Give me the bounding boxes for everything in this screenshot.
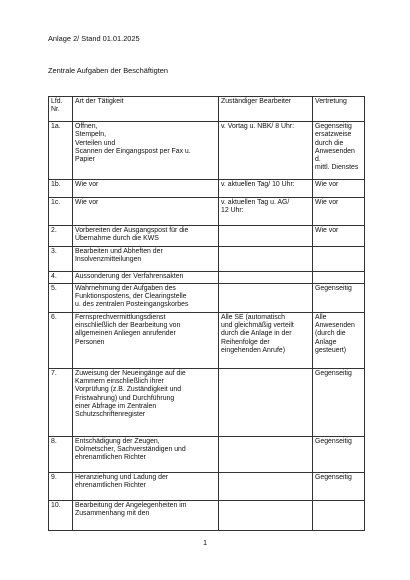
- cell-nr: 1c.: [49, 198, 73, 226]
- cell-vertretung: [313, 283, 365, 312]
- table-row: [49, 271, 365, 283]
- cell-line: Kammern einschließlich ihrer: [75, 378, 164, 386]
- cell-line: Bearbeiten und Abheften der: [75, 247, 163, 255]
- cell-line: Fernsprechvermittlungsdienst: [75, 313, 166, 321]
- cell-line: Verteilen und: [75, 139, 116, 147]
- cell-line: Vorbereiten der Ausgangspost für die: [75, 227, 189, 234]
- cell-vertretung: [313, 246, 365, 271]
- cell-vertretung: [313, 500, 365, 530]
- cell-line: Anwesenden d.: [315, 147, 355, 164]
- header-taetigkeit: Art der Tätigkeit: [73, 97, 219, 122]
- cell-nr: 6.: [49, 312, 73, 368]
- cell-nr: 7.: [49, 368, 73, 436]
- cell-taetigkeit: [73, 472, 219, 500]
- cell-line: v. aktuellen Tag u. AG/: [221, 199, 290, 206]
- cell-line: Wie vor: [315, 199, 339, 206]
- cell-bearbeiter: [219, 312, 313, 368]
- header-lfd-nr: Lfd. Nr.: [49, 97, 73, 122]
- cell-bearbeiter: [219, 283, 313, 312]
- cell-taetigkeit: [73, 436, 219, 472]
- cell-bearbeiter: [219, 226, 313, 247]
- table-row: [49, 368, 365, 436]
- cell-line: und gleichmäßig verteilt: [221, 322, 294, 330]
- cell-line: Papier: [75, 156, 95, 164]
- cell-nr: 4.: [49, 271, 73, 283]
- cell-line: Zusammenhang mit den: [75, 510, 150, 518]
- cell-line: allgemeinen Anliegen anrufender: [75, 330, 176, 338]
- cell-line: Alle SE (automatisch: [221, 313, 285, 321]
- cell-line: Heranziehung und Ladung der: [75, 473, 169, 481]
- cell-vertretung: [313, 368, 365, 436]
- cell-line: ersatzweise: [315, 131, 352, 139]
- header-vertretung: Vertretung: [313, 97, 365, 122]
- table-header-row: [49, 97, 365, 122]
- table-row: [49, 283, 365, 312]
- cell-line: (durch die: [315, 330, 346, 338]
- cell-bearbeiter: [219, 368, 313, 436]
- table-row: [49, 312, 365, 368]
- table-row: [49, 226, 365, 247]
- cell-bearbeiter: [219, 436, 313, 472]
- cell-taetigkeit: [73, 283, 219, 312]
- cell-nr: 9.: [49, 472, 73, 500]
- cell-line: ehrenamtlichen Richter: [75, 454, 146, 462]
- cell-line: Gegenseitig: [315, 369, 352, 377]
- cell-line: Gegenseitig: [315, 284, 352, 292]
- cell-taetigkeit: [73, 198, 219, 226]
- cell-line: u. des zentralen Posteingangskorbes: [75, 301, 189, 309]
- cell-line: Wie vor: [75, 181, 99, 188]
- cell-line: Anlage: [315, 338, 337, 346]
- cell-line: 12 Uhr:: [221, 207, 244, 215]
- cell-line: mittl. Dienstes: [315, 164, 359, 172]
- document-header: Anlage 2/ Stand 01.01.2025: [48, 34, 140, 43]
- cell-line: v. Vortag u. NBK/ 8 Uhr:: [221, 123, 295, 130]
- cell-nr: 10.: [49, 500, 73, 530]
- cell-line: Schutzschriftenregister: [75, 411, 146, 419]
- header-bearbeiter: Zuständiger Bearbeiter: [219, 97, 313, 122]
- cell-vertretung: [313, 226, 365, 247]
- cell-vertretung: [313, 472, 365, 500]
- document-title: Zentrale Aufgaben der Beschäftigten: [48, 66, 168, 75]
- cell-taetigkeit: [73, 122, 219, 180]
- cell-line: einschließlich der Bearbeitung von: [75, 322, 181, 330]
- cell-bearbeiter: [219, 122, 313, 180]
- table-row: [49, 472, 365, 500]
- cell-line: Vorprüfung (z.B. Zuständigkeit und: [75, 386, 182, 394]
- cell-line: Übernahme durch die KWS: [75, 235, 159, 243]
- cell-vertretung: [313, 312, 365, 368]
- cell-line: Zuweisung der Neueingänge auf die: [75, 369, 186, 377]
- cell-line: Funktionspostens, der Clearingstelle: [75, 293, 187, 301]
- page-number: 1: [202, 538, 208, 547]
- cell-vertretung: [313, 271, 365, 283]
- cell-line: eingehenden Anrufe): [221, 346, 285, 354]
- cell-line: Wahrnehmung der Aufgaben des: [75, 284, 176, 292]
- cell-nr: 5.: [49, 283, 73, 312]
- cell-line: Reihenfolge der: [221, 338, 270, 346]
- cell-bearbeiter: [219, 271, 313, 283]
- cell-line: Alle Anwesenden: [315, 313, 355, 330]
- cell-taetigkeit: [73, 500, 219, 530]
- table-row: [49, 180, 365, 198]
- task-table-body: [49, 97, 365, 531]
- cell-nr: 1a.: [49, 122, 73, 180]
- cell-bearbeiter: [219, 180, 313, 198]
- cell-line: Wie vor: [75, 199, 99, 206]
- cell-line: gesteuert): [315, 346, 347, 354]
- cell-line: ehrenamtlichen Richter: [75, 482, 146, 490]
- cell-line: einer Abfrage im Zentralen: [75, 402, 157, 410]
- table-row: [49, 122, 365, 180]
- cell-line: Scannen der Eingangspost per Fax u.: [75, 147, 191, 155]
- cell-line: Insolvenzmitteilungen: [75, 255, 142, 263]
- cell-nr: 2.: [49, 226, 73, 247]
- cell-line: Dolmetscher, Sachverständigen und: [75, 446, 186, 454]
- table-row: [49, 436, 365, 472]
- cell-vertretung: [313, 180, 365, 198]
- cell-line: durch die: [315, 139, 344, 147]
- cell-line: Stempeln,: [75, 131, 107, 139]
- cell-bearbeiter: [219, 246, 313, 271]
- cell-line: Entschädigung der Zeugen,: [75, 437, 160, 445]
- cell-line: Wie vor: [315, 227, 339, 234]
- cell-line: Bearbeitung der Angelegenheiten im: [75, 501, 187, 509]
- cell-taetigkeit: [73, 180, 219, 198]
- cell-vertretung: [313, 122, 365, 180]
- cell-line: Fristwahrung) und Durchführung: [75, 394, 175, 402]
- cell-line: Öffnen,: [75, 123, 98, 130]
- cell-nr: 8.: [49, 436, 73, 472]
- table-row: [49, 500, 365, 530]
- cell-bearbeiter: [219, 472, 313, 500]
- cell-vertretung: [313, 198, 365, 226]
- cell-taetigkeit: [73, 312, 219, 368]
- cell-line: Aussonderung der Verfahrensakten: [75, 272, 184, 280]
- cell-line: Gegenseitig: [315, 123, 352, 130]
- table-row: [49, 198, 365, 226]
- cell-vertretung: [313, 436, 365, 472]
- cell-line: Personen: [75, 338, 105, 346]
- cell-line: Wie vor: [315, 181, 339, 188]
- cell-taetigkeit: [73, 368, 219, 436]
- cell-bearbeiter: [219, 500, 313, 530]
- cell-nr: 3.: [49, 246, 73, 271]
- cell-line: Gegenseitig: [315, 437, 352, 445]
- cell-nr: 1b.: [49, 180, 73, 198]
- table-row: [49, 246, 365, 271]
- cell-line: v. aktuellen Tag/ 10 Uhr:: [221, 181, 295, 188]
- cell-bearbeiter: [219, 198, 313, 226]
- cell-line: durch die Anlage in der: [221, 330, 292, 338]
- cell-taetigkeit: [73, 271, 219, 283]
- cell-taetigkeit: [73, 226, 219, 247]
- task-table: [48, 96, 365, 531]
- cell-taetigkeit: [73, 246, 219, 271]
- cell-line: Gegenseitig: [315, 473, 352, 481]
